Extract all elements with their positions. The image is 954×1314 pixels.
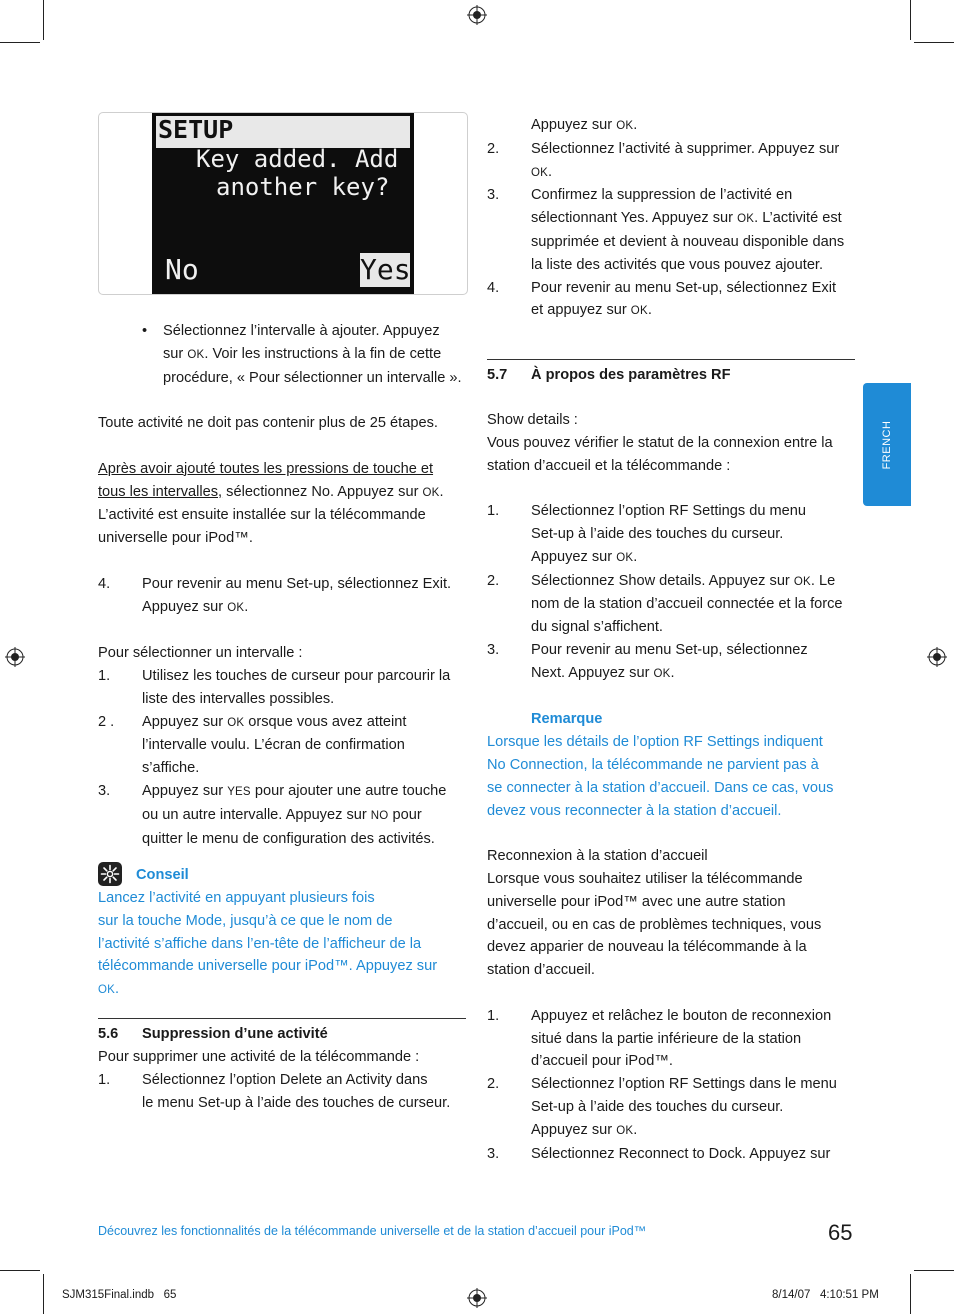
paragraph: Toute activité ne doit pas contenir plus de 25 étapes. [98, 415, 438, 432]
slug-timestamp: 8/14/07 4:10:51 PM [772, 1289, 879, 1301]
crop-mark [910, 0, 911, 40]
registration-mark-icon [5, 647, 25, 667]
section-divider [98, 1018, 466, 1019]
text-line: tous les intervalles, sélectionnez No. Appuyez sur OK. [98, 483, 444, 500]
lcd-softkey-yes: Yes [360, 253, 411, 286]
note-box: Remarque Lorsque les détails de l’option RF Settings indiquent No Connection, la télécommande ne parvient pas à se connecter à la station d’accueil. Dans ce cas, vous devez vous reconnecter à la station d’accueil. [487, 708, 859, 822]
language-tab [863, 383, 911, 506]
page-number: 65 [828, 1220, 853, 1245]
crop-mark [0, 1270, 40, 1271]
text-line: Après avoir ajouté toutes les pressions de touche et [98, 460, 434, 477]
crop-mark [914, 1270, 954, 1271]
left-column [98, 320, 470, 850]
slug-file: SJM315Final.indb 65 [62, 1289, 177, 1301]
crop-mark [0, 42, 40, 43]
list-item: 3. Confirmez la suppression de l’activité en sélectionnant Yes. Appuyez sur OK. L’activité est supprimée et devient à nouveau disponible dans la liste des activités que vous pouvez ajouter. [487, 187, 845, 273]
lcd-figure [98, 112, 468, 295]
registration-mark-icon [927, 647, 947, 667]
list-item: 3. Pour revenir au menu Set-up, sélectionnez Next. Appuyez sur OK. [487, 641, 808, 681]
list-item: 3. Sélectionnez Reconnect to Dock. Appuyez sur [487, 1145, 831, 1162]
section-heading-5-6: 5.6 Suppression d’une activité [98, 1026, 328, 1042]
registration-mark-icon [467, 1288, 487, 1308]
crop-mark [914, 42, 954, 43]
section-divider [487, 359, 855, 360]
list-item: 1. Sélectionnez l’option RF Settings du menu Set-up à l’aide des touches du curseur. Appuyez sur OK. [487, 503, 807, 565]
section-5-6-body: Pour supprimer une activité de la télécommande : 1. Sélectionnez l’option Delete an Activity dans le menu Set-up à l’aide des touches de curseur. [98, 1049, 451, 1111]
list-item: 3. Appuyez sur YES pour ajouter une autre touche ou un autre intervalle. Appuyez sur NO pour quitter le menu de configuration des activités. [98, 782, 447, 847]
crop-mark [43, 0, 44, 40]
crop-mark [43, 1274, 44, 1314]
right-column-main: Show details : Vous pouvez vérifier le statut de la connexion entre la station d’accueil et la télécommande : 1. Sélectionnez l’option RF Settings du menu Set-up à l’aide des touches du curseur. Appuyez sur OK. 2. Sélectionnez Show details. Appuyez sur OK. Le nom de la station d’accueil connectée et la force du signal s’affichent. 3. Pour revenir au menu Set-up, sélectionnez Next. Appuyez sur OK. Remarque Lorsque les détails de l’option RF Settings indiquent No Connection, la télécommande ne parvient pas à se connecter à la station d’accueil. Dans ce cas, vous devez vous reconnecter à la station d’accueil. Reconnexion à la station d’accueil Lorsque vous souhaitez utiliser la télécommande universelle pour iPod™ avec une autre station d’accueil, ou en cas de problèmes techniques, vous devez apparier de nouveau la télécommande à la station d’accueil. 1. Appuyez et relâchez le bouton de reconnexion situé dans la partie inférieure de la station d’accueil pour iPod™. 2. Sélectionnez l’option RF Settings dans le menu Set-up à l’aide des touches du curseur. Appuyez sur OK. 3. Sélectionnez Reconnect to Dock. Appuyez sur [487, 409, 859, 1165]
text-line: L’activité est ensuite installée sur la télécommande [98, 507, 426, 524]
list-item: 2 . Appuyez sur OK orsque vous avez atteint l’intervalle voulu. L’écran de confirmation s’affiche. [98, 713, 407, 777]
text-line: universelle pour iPod™. [98, 530, 253, 547]
list-item: 4. Pour revenir au menu Set-up, sélectionnez Exit. Appuyez sur OK. [98, 575, 452, 615]
paragraph: Pour sélectionner un intervalle : [98, 645, 303, 662]
list-item: 4. Pour revenir au menu Set-up, sélectionnez Exit et appuyez sur OK. [487, 279, 837, 319]
note-title: Remarque [531, 711, 603, 728]
text-line: procédure, « Pour sélectionner un intervalle ». [163, 369, 462, 386]
text-line: Sélectionnez l’intervalle à ajouter. Appuyez [163, 323, 440, 339]
footer-caption: Découvrez les fonctionnalités de la télécommande universelle et de la station d’accueil pour iPod™ [98, 1224, 647, 1238]
lcd-message-line1: Key added. Add [196, 145, 399, 173]
list-item: 2. Sélectionnez l’option RF Settings dans le menu Set-up à l’aide des touches du curseur. Appuyez sur OK. [487, 1076, 837, 1138]
list-item: 2. Sélectionnez Show details. Appuyez sur OK. Le nom de la station d’accueil connectée et la force du signal s’affichent. [487, 572, 843, 636]
paragraph: Reconnexion à la station d’accueil [487, 848, 708, 865]
bullet: • [142, 323, 148, 339]
crop-mark [910, 1274, 911, 1314]
paragraph: Show details : [487, 412, 578, 428]
lcd-softkey-no: No [165, 253, 199, 286]
text-line: sur OK. Voir les instructions à la fin de cette [163, 345, 442, 362]
lcd-message-line2: another key? [216, 173, 390, 201]
tip-title: Conseil [136, 867, 189, 883]
language-tab-label: FRENCH [881, 420, 893, 469]
section-heading-5-7: 5.7 À propos des paramètres RF [487, 367, 731, 383]
lcd-title: SETUP [158, 115, 234, 144]
tip-icon [98, 862, 122, 886]
list-item: 1. Utilisez les touches de curseur pour parcourir la liste des intervalles possibles. [98, 667, 451, 707]
list-item [98, 320, 470, 389]
tip-body: Lancez l’activité en appuyant plusieurs fois sur la touche Mode, jusqu’à ce que le nom de l’activité s’affiche dans l’en-tête de l’afficheur de la télécommande universelle pour iPod™. Appuyez sur OK. [98, 890, 438, 998]
registration-mark-icon [467, 5, 487, 25]
list-item: 2. Sélectionnez l’activité à supprimer. Appuyez sur OK. [487, 140, 840, 180]
right-column-top: Appuyez sur OK. 2. Sélectionnez l’activité à supprimer. Appuyez sur OK. 3. Confirmez la suppression de l’activité en sélectionnant Yes. Appuyez sur OK. L’activité est supprimée et devient à nouveau disponible dans la liste des activités que vous pouvez ajouter. 4. Pour revenir au menu Set-up, sélectionnez Exit et appuyez sur OK. [487, 114, 859, 323]
lcd-screen [152, 113, 414, 294]
list-item: 1. Appuyez et relâchez le bouton de reconnexion situé dans la partie inférieure de la station d’accueil pour iPod™. [487, 1007, 832, 1070]
